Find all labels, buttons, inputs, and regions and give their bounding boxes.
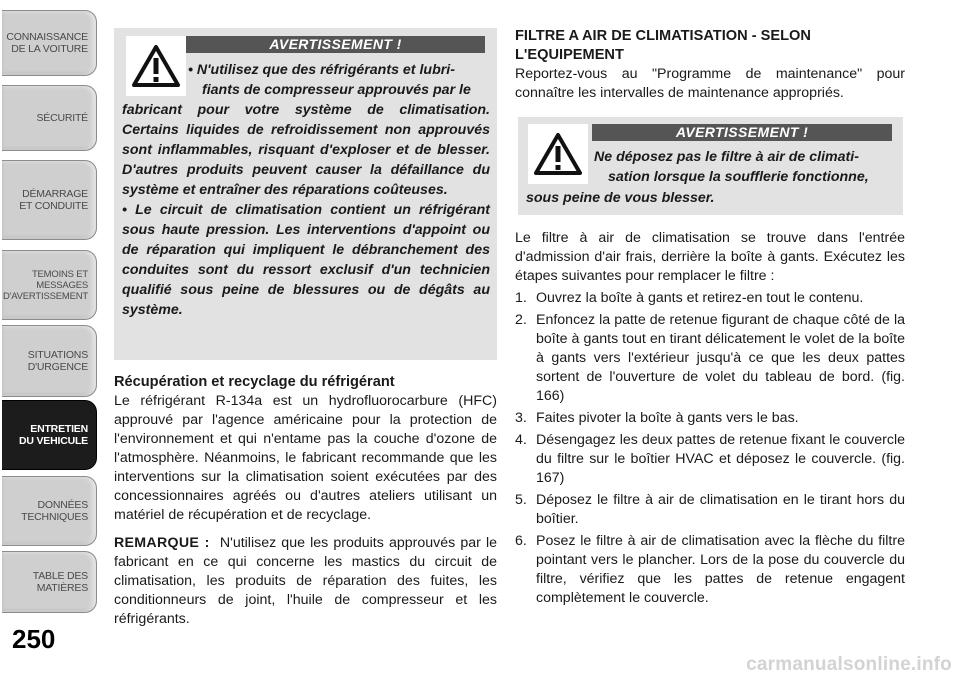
tab-label: ENTRETIEN DU VEHICULE [19, 423, 88, 447]
filter-heading: FILTRE A AIR DE CLIMATISATION - SELON L'EQUIPEMENT [515, 28, 811, 63]
filter-section-intro [515, 27, 905, 103]
step-text: Enfoncez la patte de retenue figurant de chaque côté de la boîte à gants tout en tirant délicatement le volet de la boîte à gants vers l'extérieur jusqu'à ce que les deux pattes sortent de l'ouverture de volet du tableau de bord. (fig. 166) [536, 312, 905, 404]
warning-line: fiants de compresseur approuvés par le [202, 82, 471, 98]
warning-title: AVERTISSEMENT ! [186, 36, 485, 53]
page-number: 250 [12, 624, 56, 654]
tab-situations-urgence[interactable] [2, 325, 97, 397]
tab-temoins-messages[interactable] [2, 250, 97, 320]
recycling-section [114, 373, 497, 629]
step-number: 6. [515, 533, 527, 549]
warning-text-head [594, 147, 894, 187]
warning-line: sation lorsque la soufflerie fonctionne, [608, 169, 869, 185]
warning-line: • N'utilisez que des réfrigérants et lubri- [188, 62, 455, 78]
tab-donnees-techniques[interactable] [2, 476, 97, 546]
warning-triangle-icon [528, 124, 588, 184]
warning-bullet1-rest: fabricant pour votre système de climatisation. Certains liquides de refroidissement non approuvés sont inflammables, risquant d'exploser et de blesser. D'autres produits peuvent causer la défaillance du système et entraîner des réparations coûteuses. [122, 102, 490, 198]
step-number: 4. [515, 432, 527, 448]
chapter-sidebar [0, 0, 100, 678]
warning-title: AVERTISSEMENT ! [592, 124, 892, 141]
tab-label: TABLE DES MATIÈRES [32, 570, 88, 594]
list-item [515, 289, 905, 308]
recycling-heading: Récupération et recyclage du réfrigérant [114, 374, 395, 390]
tab-connaissance-voiture[interactable] [2, 10, 97, 76]
tab-table-matieres[interactable] [2, 551, 97, 613]
warning-box-filter [518, 117, 903, 215]
filter-location-paragraph: Le filtre à air de climatisation se trouve dans l'entrée d'admission d'air frais, derrière la boîte à gants. Exécutez les étapes suivantes pour remplacer le filtre : [515, 230, 905, 284]
watermark: carmanualsonline.info [746, 654, 952, 675]
tab-demarrage-conduite[interactable] [2, 160, 97, 240]
step-text: Posez le filtre à air de climatisation avec la flèche du filtre pointant vers le plancher. Lors de la pose du couvercle du filtre, vérifiez que les pattes de retenue engagent complètement le couvercle. [536, 533, 905, 606]
tab-label: DÉMARRAGE ET CONDUITE [19, 188, 88, 212]
filter-intro: Reportez-vous au "Programme de maintenance" pour connaître les intervalles de maintenance appropriés. [515, 66, 905, 101]
step-text: Ouvrez la boîte à gants et retirez-en tout le contenu. [536, 290, 864, 306]
step-text: Faites pivoter la boîte à gants vers le bas. [536, 410, 799, 426]
warning-triangle-icon [126, 36, 186, 96]
step-number: 1. [515, 290, 527, 306]
remarque-text: N'utilisez que les produits approuvés par le fabricant en ce qui concerne les mastics du circuit de climatisation, les produits de réparation des fuites, les conditionneurs de joint, l'huile de compresseur et les réfrigérants. [114, 535, 497, 627]
warning-bullet1-head [188, 60, 488, 100]
replacement-steps [515, 289, 905, 608]
tab-label: SÉCURITÉ [36, 112, 88, 124]
step-number: 3. [515, 410, 527, 426]
tab-entretien-vehicule[interactable] [2, 400, 97, 470]
tab-label: CONNAISSANCE DE LA VOITURE [6, 31, 88, 55]
warning-line: Ne déposez pas le filtre à air de climati- [594, 149, 859, 165]
warning-box-refrigerant [114, 28, 497, 360]
warning-body [122, 100, 490, 320]
tab-securite[interactable] [2, 85, 97, 151]
filter-procedure [515, 229, 905, 611]
tab-label: DONNÉES TECHNIQUES [21, 499, 88, 523]
tab-label: SITUATIONS D'URGENCE [27, 349, 88, 373]
step-number: 5. [515, 492, 527, 508]
tab-label: TEMOINS ET MESSAGES D'AVERTISSEMENT [2, 268, 88, 302]
list-item [515, 431, 905, 488]
step-number: 2. [515, 312, 527, 328]
remarque-paragraph [114, 534, 497, 629]
remarque-label: REMARQUE : [114, 535, 210, 551]
list-item [515, 311, 905, 406]
recycling-paragraph: Le réfrigérant R-134a est un hydrofluorocarbure (HFC) approuvé par l'agence américaine pour la protection de l'environnement et qui n'entame pas la couche d'ozone de l'atmosphère. Néanmoins, le fabricant recommande que les interventions sur la climatisation soient exécutées par des concessionnaires agréés ou d'autres ateliers utilisant un matériel de récupération et de recyclage. [114, 393, 497, 523]
step-text: Déposez le filtre à air de climatisation en le tirant hors du boîtier. [536, 492, 905, 527]
list-item [515, 532, 905, 608]
warning-text-tail: sous peine de vous blesser. [526, 190, 715, 206]
list-item [515, 409, 905, 428]
step-text: Désengagez les deux pattes de retenue fixant le couvercle du filtre sur le boîtier HVAC et déposez le couvercle. (fig. 167) [536, 432, 905, 486]
warning-bullet2: • Le circuit de climatisation contient un réfrigérant sous haute pression. Les interventions d'appoint ou de réparation qui impliquent le débranchement des conduites sont du ressort exclusif d'un technicien qualifié sous peine de blessures ou de dégâts au système. [122, 202, 490, 318]
list-item [515, 491, 905, 529]
